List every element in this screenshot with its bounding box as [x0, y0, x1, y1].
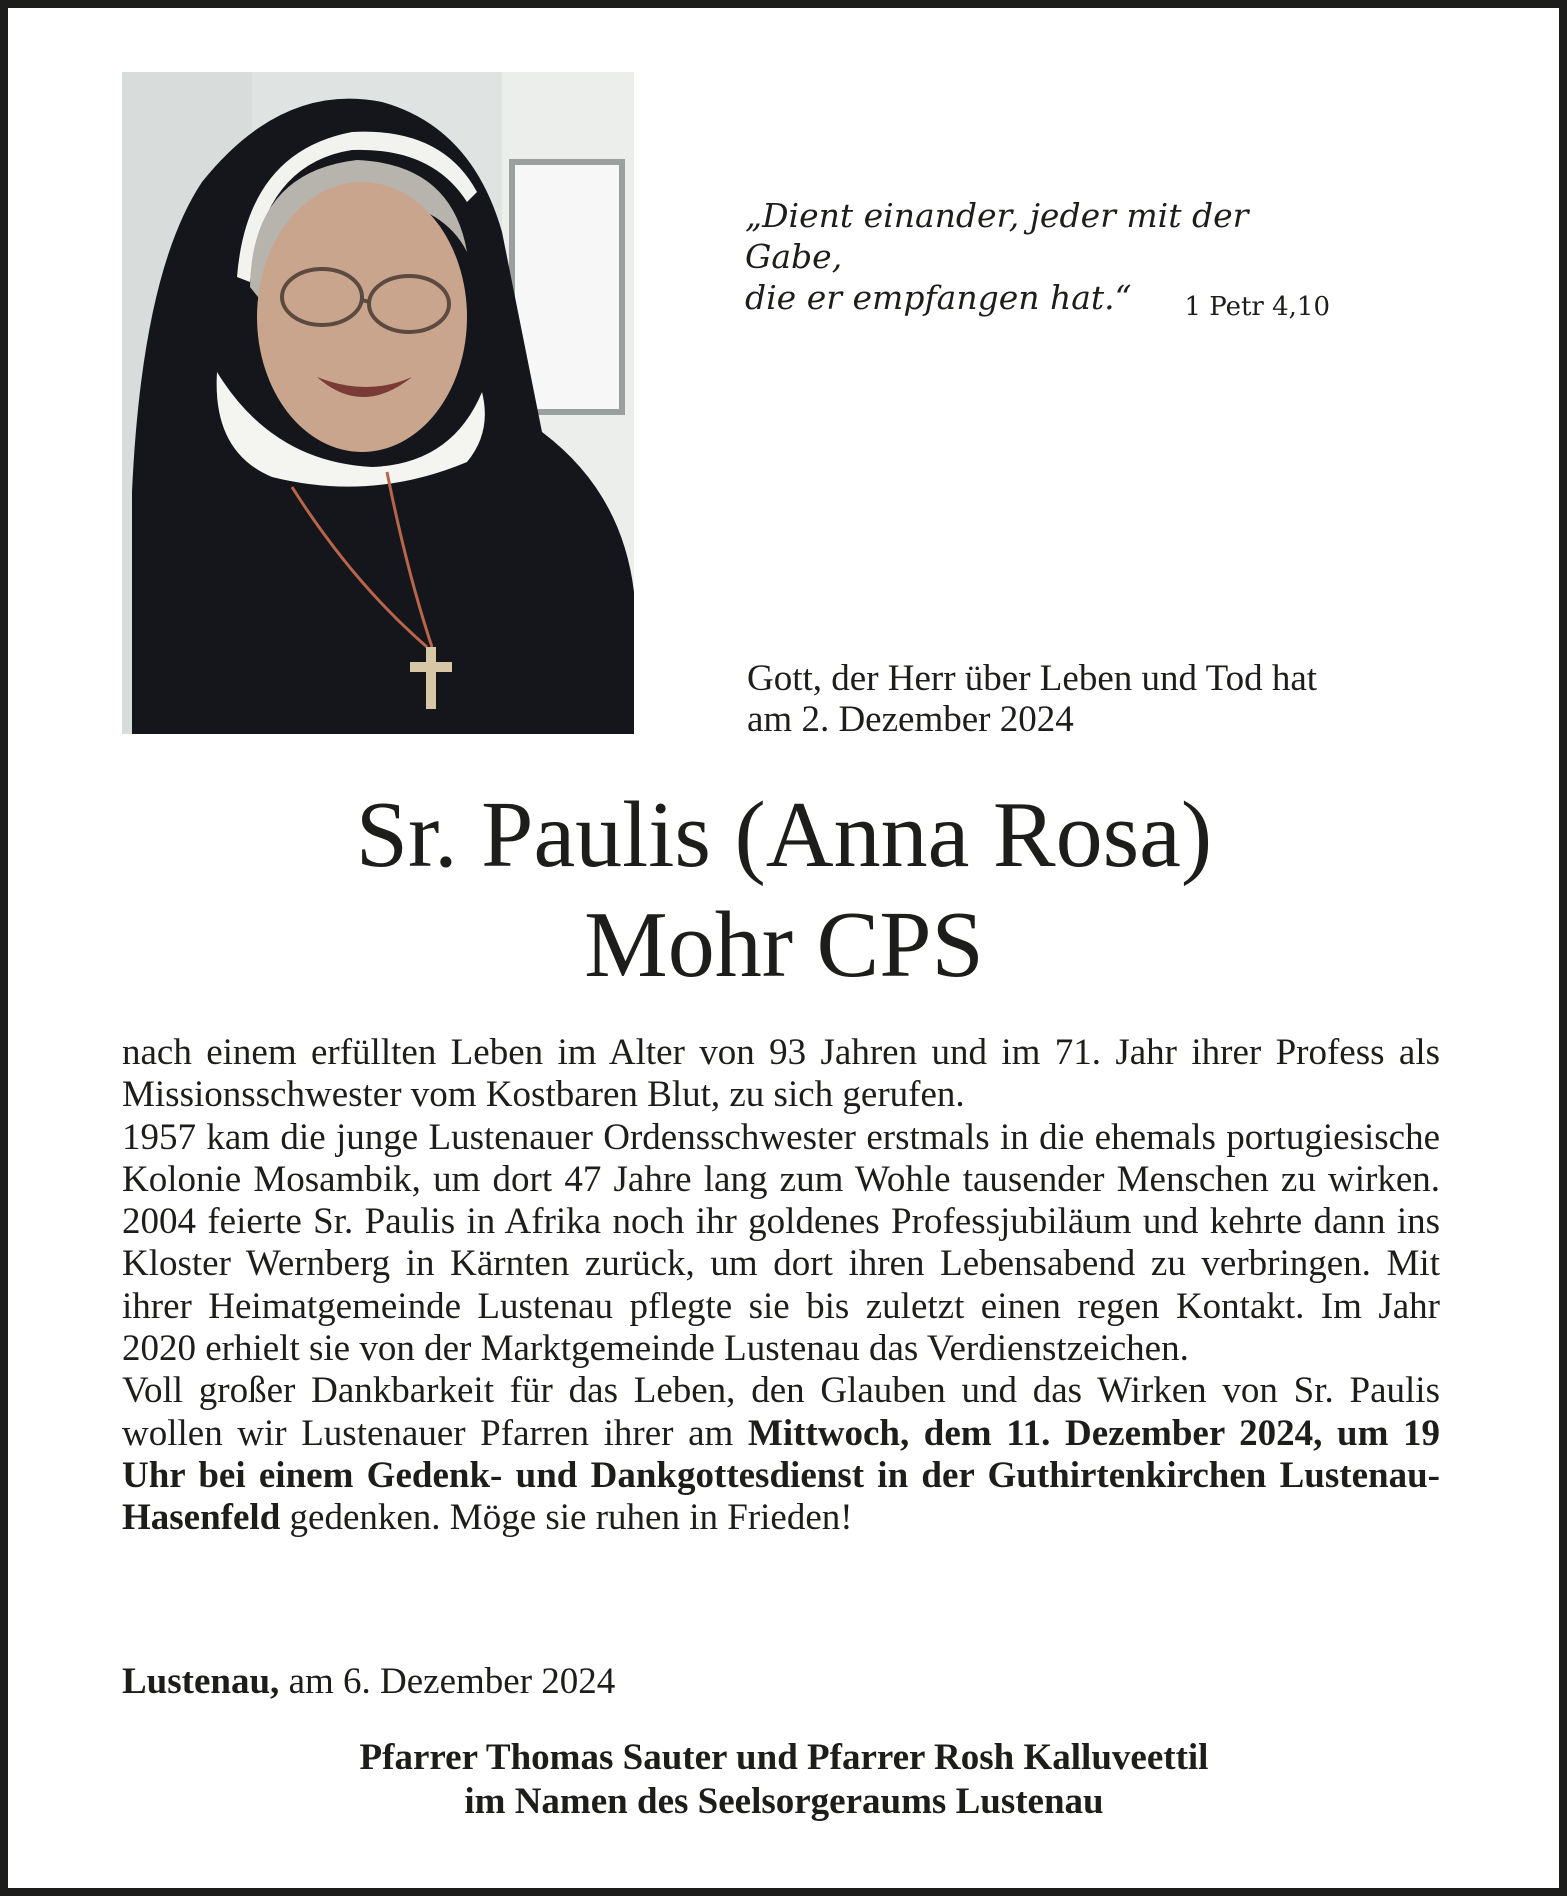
quote-line-2: die er empfangen hat.“	[745, 278, 1132, 317]
portrait-illustration	[122, 72, 634, 734]
intro-line-1: Gott, der Herr über Leben und Tod hat	[747, 658, 1318, 699]
place: Lustenau,	[122, 1661, 280, 1702]
portrait-photo	[122, 72, 634, 734]
face	[257, 182, 467, 452]
quote-reference: 1 Petr 4,10	[1184, 292, 1330, 322]
cross-horizontal	[410, 662, 452, 672]
body-paragraph-3-end: gedenken. Möge sie ruhen in Frieden!	[280, 1497, 853, 1539]
service-details: Mittwoch, dem 11. Dezember 2024, um 19 Uhr bei einem Gedenk- und Dankgottesdienst in der Guthirtenkirchen Lustenau-Hasenfeld	[122, 1412, 1441, 1539]
body-paragraph-3-start: Voll großer Dankbarkeit für das Leben, den Glauben und das Wirken von Sr. Paulis wollen wir Lustenauer Pfarren ihrer am	[122, 1370, 1440, 1454]
glasses-bridge	[362, 300, 369, 302]
body-paragraph-2: 1957 kam die junge Lustenauer Ordensschwester erstmals in die ehemals portugiesische Kolonie Mosambik, um dort 47 Jahre lang zum Wohle tausender Menschen zu wirken. 2004 feierte Sr. Paulis in Afrika noch ihr goldenes Professjubiläum und kehrte dann ins Kloster Wernberg in Kärnten zurück, um dort ihren Lebensabend zu verbringen. Mit ihrer Heimatgemeinde Lustenau pflegte sie bis zuletzt einen regen Kontakt. Im Jahr 2020 erhielt sie von der Marktgemeinde Lustenau das Verdienstzeichen.	[122, 1116, 1440, 1370]
signers-line-1: Pfarrer Thomas Sauter und Pfarrer Rosh Kalluveettil	[359, 1737, 1209, 1778]
intro-line-2: am 2. Dezember 2024	[747, 699, 1074, 740]
intro-text	[747, 658, 1447, 740]
signers-line-2: im Namen des Seelsorgeraums Lustenau	[464, 1781, 1104, 1822]
deceased-name-line-2: Mohr CPS	[584, 893, 984, 997]
signers	[122, 1736, 1446, 1824]
body-paragraph-3	[122, 1370, 1440, 1539]
body-paragraph-1: nach einem erfüllten Leben im Alter von 93 Jahren und im 71. Jahr ihrer Profess als Missionsschwester vom Kostbaren Blut, zu sich gerufen.	[122, 1032, 1440, 1116]
date: am 6. Dezember 2024	[279, 1661, 616, 1702]
cross-vertical	[426, 647, 436, 709]
quote-line-1: „Dient einander, jeder mit der Gabe,	[745, 196, 1249, 276]
obituary-body	[122, 1032, 1440, 1540]
deceased-name-line-1: Sr. Paulis (Anna Rosa)	[355, 783, 1213, 887]
deceased-name	[122, 780, 1446, 1000]
place-and-date	[122, 1660, 1022, 1703]
